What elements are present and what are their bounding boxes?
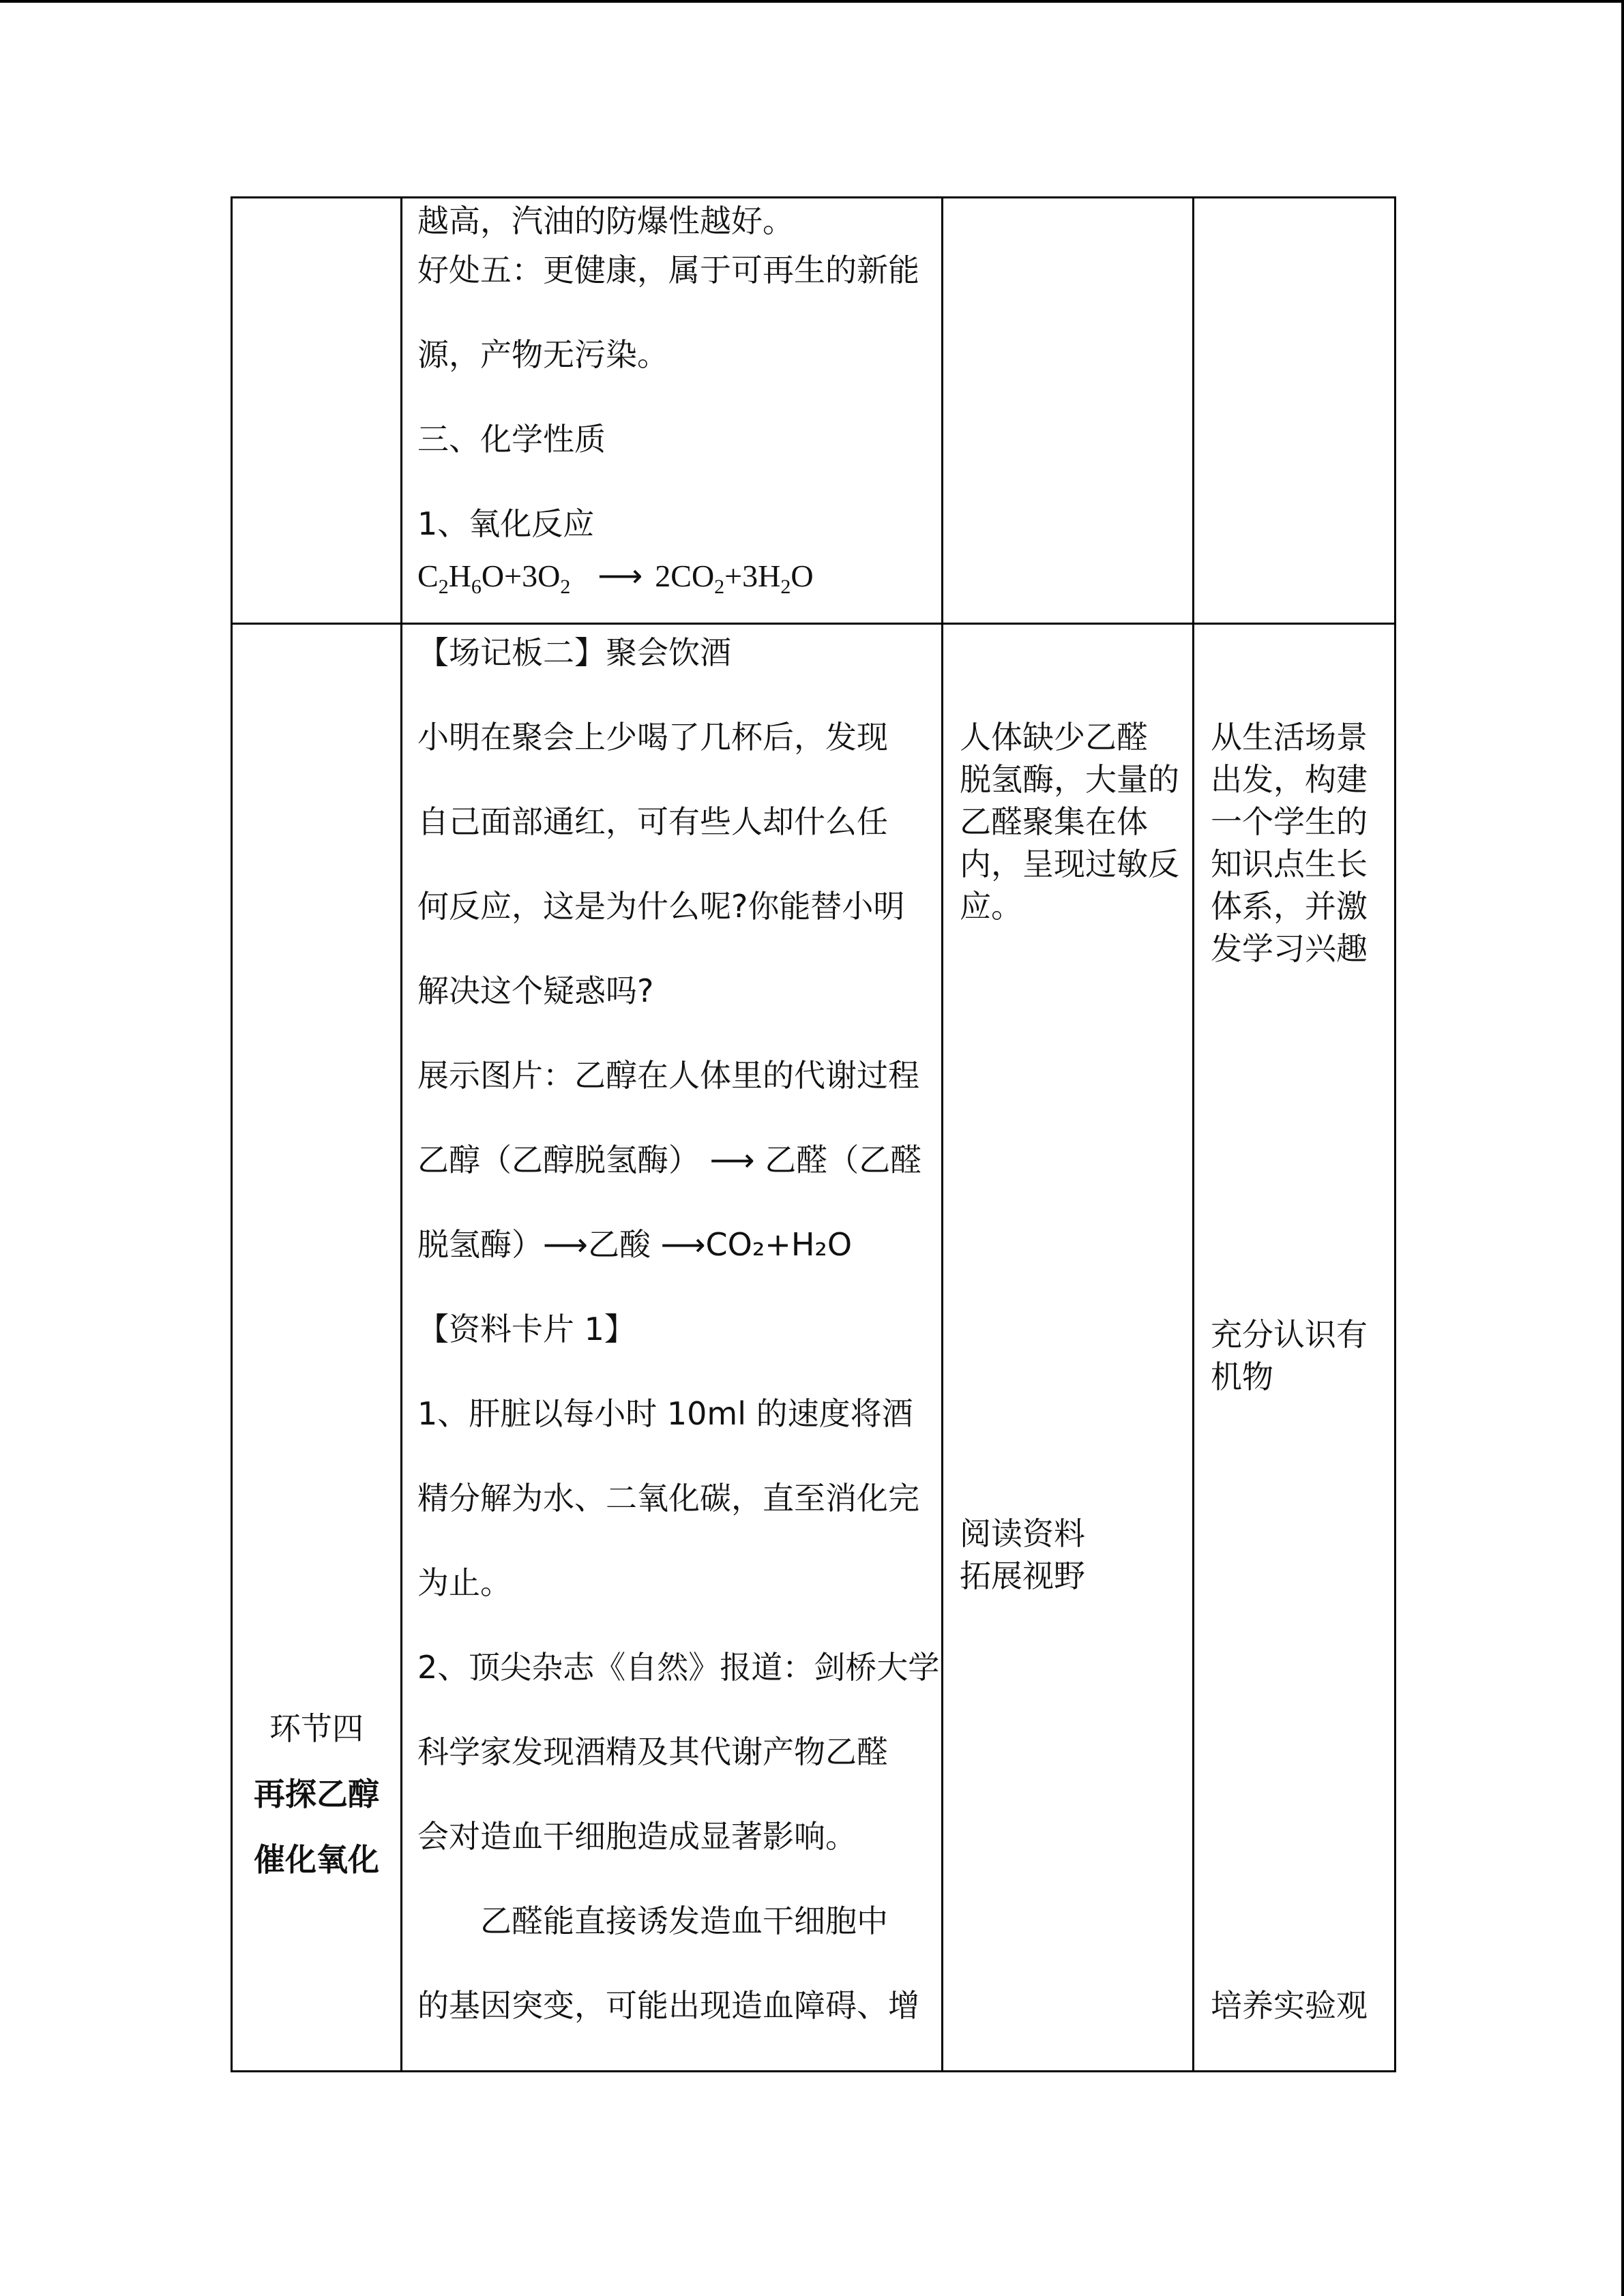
intent-line: 机物	[1211, 1358, 1273, 1395]
content-heading: 三、化学性质	[417, 421, 606, 458]
activity-cell-empty	[943, 198, 1194, 624]
section-title-line: 再探乙醇	[254, 1776, 379, 1813]
intent-line: 充分认识有	[1211, 1316, 1368, 1353]
table-row-oxidation	[232, 198, 1396, 624]
design-intent-cell	[1194, 624, 1396, 2072]
combustion-equation: $C_2H_6O+3O_2$ ⟶ $2CO_2+3H_2O$	[417, 554, 941, 608]
reaction-arrow-icon: ⟶	[597, 557, 643, 594]
section-number: 环节四	[269, 1710, 364, 1747]
content-line: 为止。	[417, 1564, 512, 1601]
content-line: 自己面部通红，可有些人却什么任	[417, 803, 888, 840]
activity-line: 内，呈现过敏反	[960, 846, 1179, 882]
content-line: 会对造血干细胞造成显著影响。	[417, 1818, 857, 1855]
activity-line: 阅读资料	[960, 1515, 1085, 1552]
content-line: 乙醛能直接诱发造血干细胞中	[480, 1903, 888, 1939]
intent-line: 一个学生的	[1211, 803, 1368, 840]
intent-line: 发学习兴趣	[1211, 930, 1368, 967]
section-cell	[232, 624, 402, 2072]
content-cell	[402, 198, 943, 624]
metabolism-line: 乙醇（乙醇脱氢酶） ⟶ 乙醛（乙醛	[417, 1142, 922, 1178]
content-line: 2、顶尖杂志《自然》报道：剑桥大学	[417, 1649, 940, 1686]
content-line: 1、肝脏以每小时 10ml 的速度将酒	[417, 1395, 913, 1432]
intent-cell-empty	[1194, 198, 1396, 624]
content-line: 越高，汽油的防爆性越好。	[417, 203, 794, 239]
activity-line: 人体缺少乙醛	[960, 719, 1148, 756]
table-row-catalytic-oxidation	[232, 624, 1396, 2072]
content-cell	[402, 624, 943, 2072]
content-line: 源，产物无污染。	[417, 336, 668, 373]
activity-line: 乙醛聚集在体	[960, 803, 1148, 840]
page-right-border	[1621, 0, 1624, 2296]
data-card-heading: 【资料卡片 1】	[417, 1311, 636, 1347]
content-line: 展示图片：乙醇在人体里的代谢过程	[417, 1057, 919, 1094]
section-title-line: 催化氧化	[254, 1841, 379, 1878]
intent-line: 从生活场景	[1211, 719, 1368, 756]
intent-line: 知识点生长	[1211, 846, 1368, 882]
intent-line: 体系，并激	[1211, 888, 1368, 925]
content-subheading: 1、氧化反应	[417, 505, 595, 542]
content-line: 小明在聚会上少喝了几杯后，发现	[417, 719, 888, 756]
metabolism-line: 脱氢酶）⟶乙酸 ⟶CO₂+H₂O	[417, 1226, 853, 1263]
intent-line: 培养实验观	[1211, 1987, 1368, 2024]
lesson-plan-table	[231, 196, 1396, 2072]
activity-line: 脱氢酶，大量的	[960, 761, 1179, 798]
content-line: 解决这个疑惑吗?	[417, 972, 654, 1009]
activity-line: 拓展视野	[960, 1557, 1085, 1594]
content-line: 何反应，这是为什么呢?你能替小明	[417, 888, 905, 925]
content-line: 科学家发现酒精及其代谢产物乙醛	[417, 1733, 888, 1770]
activity-line: 应。	[960, 888, 1022, 925]
intent-line: 出发，构建	[1211, 761, 1368, 798]
scene-heading: 【场记板二】聚会饮酒	[417, 634, 731, 671]
content-line: 好处五：更健康，属于可再生的新能	[417, 252, 919, 288]
section-cell-empty	[232, 198, 402, 624]
page-top-border	[0, 0, 1624, 3]
student-activity-cell	[943, 624, 1194, 2072]
content-line: 的基因突变，可能出现造血障碍、增	[417, 1987, 919, 2024]
content-line: 精分解为水、二氧化碳，直至消化完	[417, 1480, 919, 1517]
